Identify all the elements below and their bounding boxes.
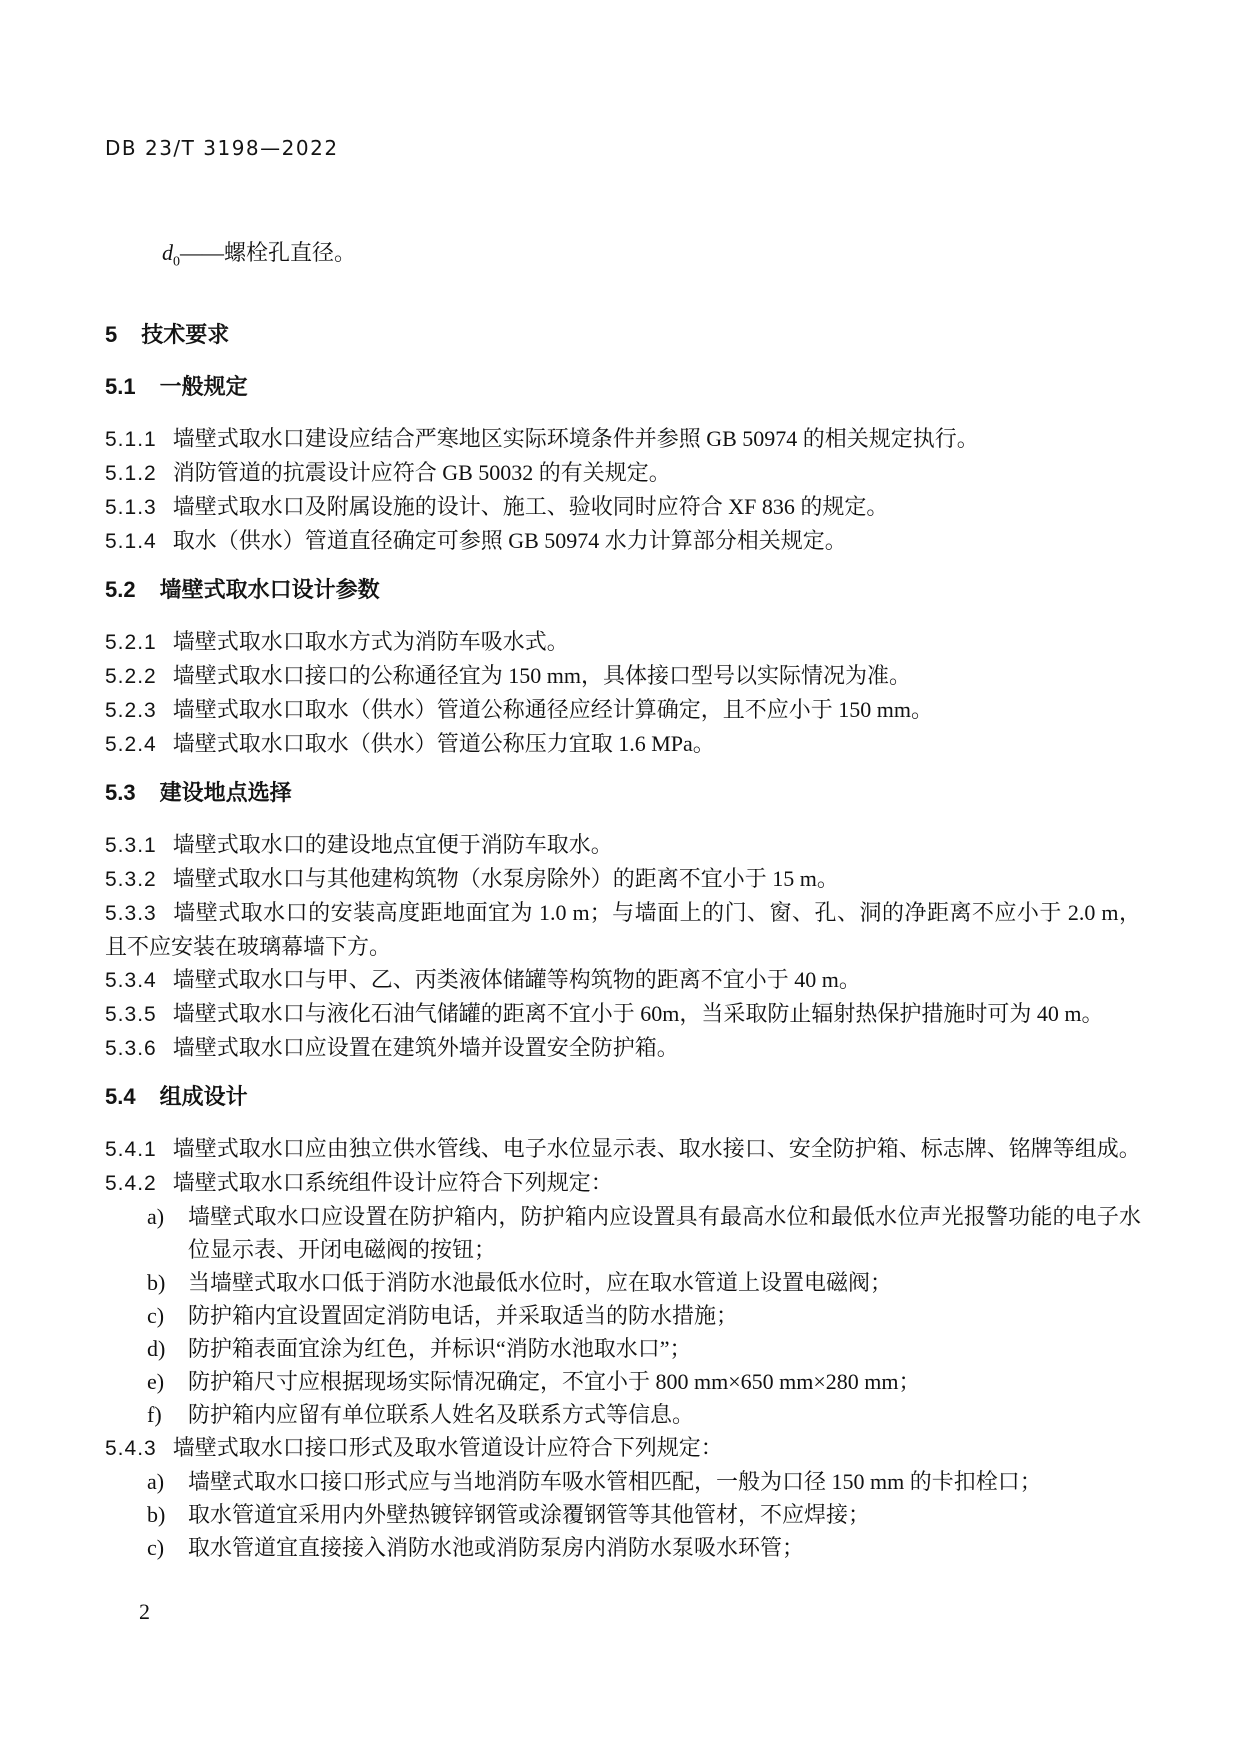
clause-5-1-4 bbox=[105, 524, 1141, 558]
doc-number: DB 23/T 3198—2022 bbox=[105, 136, 339, 160]
clause-text: 墙壁式取水口接口形式及取水管道设计应符合下列规定： bbox=[172, 1435, 723, 1461]
subitem-5-4-2-d bbox=[105, 1332, 1141, 1365]
clause-5-4-1 bbox=[105, 1132, 1141, 1166]
clause-5-4-2 bbox=[105, 1166, 1141, 1200]
clause-text: 墙壁式取水口与其他建构筑物（水泵房除外）的距离不宜小于 15 m。 bbox=[172, 866, 839, 892]
clause-5-2-4 bbox=[105, 727, 1141, 761]
section-5-1 bbox=[105, 370, 1141, 558]
subitem-5-4-2-b bbox=[105, 1266, 1141, 1299]
subitem-label: e) bbox=[147, 1369, 165, 1395]
clause-number: 5.3.5 bbox=[105, 1003, 157, 1027]
clause-text: 墙壁式取水口系统组件设计应符合下列规定： bbox=[172, 1170, 613, 1196]
symbol-d: d bbox=[162, 240, 173, 265]
symbol-subscript: 0 bbox=[173, 254, 180, 270]
subitem-text: 防护箱表面宜涂为红色，并标识“消防水池取水口”； bbox=[188, 1336, 692, 1362]
clause-number: 5.4.2 bbox=[105, 1172, 157, 1196]
clause-number: 5.3.2 bbox=[105, 868, 157, 892]
clause-number: 5.3.3 bbox=[105, 902, 157, 926]
section-5-3 bbox=[105, 776, 1141, 1065]
chapter-heading bbox=[105, 318, 1141, 351]
page-header bbox=[105, 0, 1141, 160]
subitem-5-4-2-c bbox=[105, 1299, 1141, 1332]
subitem-text: 取水管道宜直接接入消防水池或消防泵房内消防水泵吸水环管； bbox=[188, 1535, 805, 1561]
section-title: 建设地点选择 bbox=[159, 780, 292, 806]
clause-5-1-3 bbox=[105, 490, 1141, 524]
subitem-label: b) bbox=[147, 1270, 166, 1296]
clause-number: 5.3.4 bbox=[105, 969, 157, 993]
clause-text: 墙壁式取水口与甲、乙、丙类液体储罐等构筑物的距离不宜小于 40 m。 bbox=[172, 967, 861, 993]
clause-text: 墙壁式取水口的建设地点宜便于消防车取水。 bbox=[172, 832, 613, 858]
section-number: 5.3 bbox=[105, 780, 136, 806]
subitem-5-4-3-a bbox=[105, 1465, 1141, 1498]
section-heading-5-4 bbox=[105, 1080, 1141, 1113]
subitem-label: d) bbox=[147, 1336, 166, 1362]
subitem-label: a) bbox=[147, 1469, 165, 1495]
clause-number: 5.4.3 bbox=[105, 1437, 157, 1461]
section-number: 5.1 bbox=[105, 374, 136, 400]
document-content bbox=[105, 0, 1141, 1564]
subitem-text: 取水管道宜采用内外壁热镀锌钢管或涂覆钢管等其他管材，不应焊接； bbox=[188, 1502, 871, 1528]
clause-text: 墙壁式取水口的安装高度距地面宜为 1.0 m；与墙面上的门、窗、孔、洞的净距离不应小于 2.0 m，且不应安装在玻璃幕墙下方。 bbox=[105, 900, 1141, 960]
clause-5-2-1 bbox=[105, 625, 1141, 659]
clause-5-3-4 bbox=[105, 963, 1141, 997]
clause-5-3-5 bbox=[105, 997, 1141, 1031]
clause-text: 消防管道的抗震设计应符合 GB 50032 的有关规定。 bbox=[172, 460, 671, 486]
subitem-5-4-2-a bbox=[105, 1200, 1141, 1266]
subitem-5-4-2-f bbox=[105, 1398, 1141, 1431]
clause-5-2-3 bbox=[105, 693, 1141, 727]
clause-number: 5.2.3 bbox=[105, 699, 157, 723]
clause-text: 墙壁式取水口接口的公称通径宜为 150 mm，具体接口型号以实际情况为准。 bbox=[172, 663, 911, 689]
section-5-4 bbox=[105, 1080, 1141, 1564]
subitem-text: 防护箱内应留有单位联系人姓名及联系方式等信息。 bbox=[188, 1402, 695, 1428]
clause-text: 墙壁式取水口应设置在建筑外墙并设置安全防护箱。 bbox=[172, 1035, 679, 1061]
subitem-label: f) bbox=[147, 1402, 162, 1428]
subitem-5-4-3-b bbox=[105, 1498, 1141, 1531]
clause-text: 墙壁式取水口取水（供水）管道公称压力宜取 1.6 MPa。 bbox=[172, 731, 715, 757]
subitem-label: b) bbox=[147, 1502, 166, 1528]
subitem-text: 防护箱内宜设置固定消防电话，并采取适当的防水措施； bbox=[188, 1303, 739, 1329]
clause-number: 5.2.4 bbox=[105, 733, 157, 757]
clause-5-3-1 bbox=[105, 828, 1141, 862]
clause-5-3-3 bbox=[105, 896, 1141, 963]
clause-5-2-2 bbox=[105, 659, 1141, 693]
section-heading-5-2 bbox=[105, 573, 1141, 606]
section-heading-5-3 bbox=[105, 776, 1141, 809]
subitem-text: 墙壁式取水口接口形式应与当地消防车吸水管相匹配，一般为口径 150 mm 的卡扣栓口； bbox=[188, 1469, 1042, 1495]
clause-text: 墙壁式取水口取水方式为消防车吸水式。 bbox=[172, 629, 569, 655]
clause-number: 5.3.1 bbox=[105, 834, 157, 858]
subitem-label: c) bbox=[147, 1535, 165, 1561]
clause-text: 取水（供水）管道直径确定可参照 GB 50974 水力计算部分相关规定。 bbox=[172, 528, 847, 554]
section-heading-5-1 bbox=[105, 370, 1141, 403]
clause-number: 5.1.1 bbox=[105, 428, 157, 452]
clause-number: 5.1.4 bbox=[105, 530, 157, 554]
subitem-text: 墙壁式取水口应设置在防护箱内，防护箱内应设置具有最高水位和最低水位声光报警功能的电子水位显示表、开闭电磁阀的按钮； bbox=[188, 1204, 1141, 1263]
chapter-number: 5 bbox=[105, 322, 118, 348]
clause-5-3-2 bbox=[105, 862, 1141, 896]
clause-number: 5.3.6 bbox=[105, 1037, 157, 1061]
clause-5-1-2 bbox=[105, 456, 1141, 490]
symbol-definition bbox=[162, 238, 1141, 277]
section-title: 一般规定 bbox=[159, 374, 248, 400]
clause-5-1-1 bbox=[105, 422, 1141, 456]
clause-5-4-3 bbox=[105, 1431, 1141, 1465]
clause-number: 5.2.1 bbox=[105, 631, 157, 655]
subitem-text: 当墙壁式取水口低于消防水池最低水位时，应在取水管道上设置电磁阀； bbox=[188, 1270, 893, 1296]
clause-5-3-6 bbox=[105, 1031, 1141, 1065]
clause-number: 5.1.3 bbox=[105, 496, 157, 520]
chapter-title: 技术要求 bbox=[141, 322, 230, 348]
section-5-2 bbox=[105, 573, 1141, 761]
subitem-label: c) bbox=[147, 1303, 165, 1329]
section-title: 墙壁式取水口设计参数 bbox=[159, 577, 380, 603]
clause-text: 墙壁式取水口及附属设施的设计、施工、验收同时应符合 XF 836 的规定。 bbox=[172, 494, 889, 520]
clause-number: 5.4.1 bbox=[105, 1138, 157, 1162]
clause-text: 墙壁式取水口建设应结合严寒地区实际环境条件并参照 GB 50974 的相关规定执行。 bbox=[172, 426, 979, 452]
clause-number: 5.1.2 bbox=[105, 462, 157, 486]
subitem-text: 防护箱尺寸应根据现场实际情况确定，不宜小于 800 mm×650 mm×280 mm； bbox=[188, 1369, 921, 1395]
symbol-description: ——螺栓孔直径。 bbox=[180, 240, 357, 265]
section-number: 5.2 bbox=[105, 577, 136, 603]
section-number: 5.4 bbox=[105, 1084, 136, 1110]
clause-text: 墙壁式取水口应由独立供水管线、电子水位显示表、取水接口、安全防护箱、标志牌、铭牌等组成。 bbox=[172, 1136, 1141, 1162]
clause-text: 墙壁式取水口与液化石油气储罐的距离不宜小于 60m，当采取防止辐射热保护措施时可为 40 m。 bbox=[172, 1001, 1104, 1027]
subitem-5-4-3-c bbox=[105, 1531, 1141, 1564]
section-title: 组成设计 bbox=[159, 1084, 248, 1110]
subitem-label: a) bbox=[147, 1204, 165, 1230]
subitem-5-4-2-e bbox=[105, 1365, 1141, 1398]
clause-number: 5.2.2 bbox=[105, 665, 157, 689]
page-number: 2 bbox=[139, 1599, 150, 1624]
clause-text: 墙壁式取水口取水（供水）管道公称通径应经计算确定，且不应小于 150 mm。 bbox=[172, 697, 933, 723]
